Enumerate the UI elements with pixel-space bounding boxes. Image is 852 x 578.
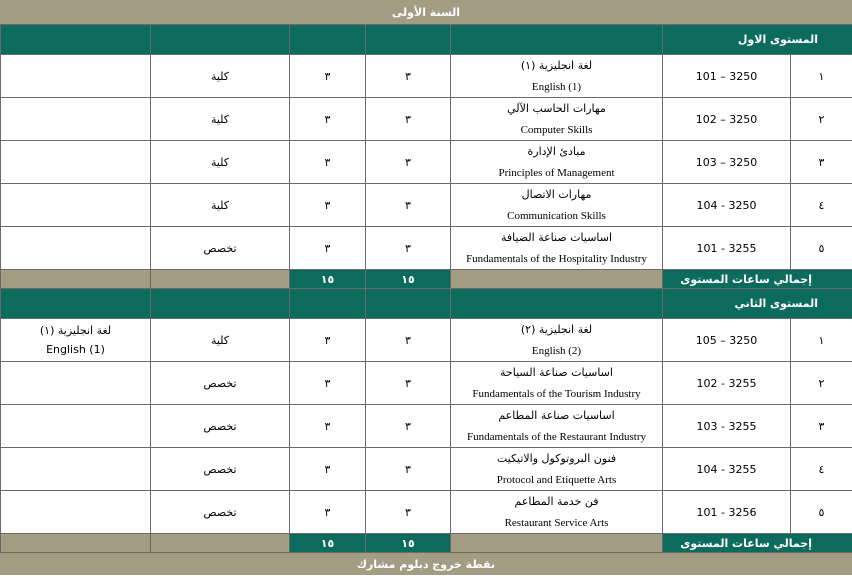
contact-hours: ٣ — [290, 319, 366, 362]
year-title: السنة الأولى — [391, 5, 461, 19]
course-row — [1, 491, 852, 534]
level-header-row — [1, 289, 852, 319]
course-name-en: Fundamentals of the Restaurant Industry — [466, 430, 647, 443]
course-type: كلية — [151, 319, 290, 362]
course-number: ٢ — [791, 98, 852, 141]
course-code: 3255 - 102 — [663, 362, 791, 405]
course-name-ar: فنون البروتوكول والاتيكيت — [496, 451, 617, 465]
header-empty-cell — [290, 25, 366, 55]
course-name-en: Computer Skills — [520, 123, 593, 136]
prerequisite-en: English (1) — [46, 342, 105, 356]
course-type: تخصص — [151, 227, 290, 270]
course-row — [1, 227, 852, 270]
credit-hours: ٣ — [366, 98, 451, 141]
contact-hours: ٣ — [290, 491, 366, 534]
course-code: 3250 – 103 — [663, 141, 791, 184]
course-name-en: Principles of Management — [498, 166, 615, 179]
prerequisite-cell — [1, 448, 151, 491]
course-name-en: Protocol and Etiquette Arts — [496, 473, 617, 486]
course-row — [1, 319, 852, 362]
contact-hours: ٣ — [290, 362, 366, 405]
credit-hours: ٣ — [366, 141, 451, 184]
course-code: 3250 – 102 — [663, 98, 791, 141]
course-name-en: Communication Skills — [507, 209, 606, 222]
credit-hours: ٣ — [366, 491, 451, 534]
exit-point-banner — [0, 553, 852, 575]
level-total-row — [1, 534, 852, 553]
total-empty-cell — [1, 270, 151, 289]
course-code: 3250 - 104 — [663, 184, 791, 227]
course-type: تخصص — [151, 405, 290, 448]
study-plan-table — [0, 24, 852, 553]
contact-hours: ٣ — [290, 227, 366, 270]
course-type: كلية — [151, 141, 290, 184]
course-type: كلية — [151, 98, 290, 141]
header-empty-cell — [290, 289, 366, 319]
course-row — [1, 98, 852, 141]
credit-hours: ٣ — [366, 227, 451, 270]
level-total-label: إجمالي ساعات المستوى — [680, 272, 812, 286]
course-name-en: English (2) — [531, 344, 582, 357]
course-row — [1, 55, 852, 98]
course-type: تخصص — [151, 491, 290, 534]
prerequisite-cell — [1, 319, 151, 362]
total-empty-cell — [151, 270, 290, 289]
course-name-en: English (1) — [531, 80, 582, 93]
course-name-cell — [451, 55, 663, 98]
contact-hours: ٣ — [290, 184, 366, 227]
credit-hours: ٣ — [366, 319, 451, 362]
course-name-cell — [451, 405, 663, 448]
course-name-ar: مهارات الاتصال — [521, 187, 592, 201]
course-name-ar: فن خدمة المطاعم — [514, 494, 599, 508]
course-name-ar: مهارات الحاسب الآلي — [507, 101, 606, 115]
prerequisite-cell — [1, 184, 151, 227]
header-empty-cell — [366, 289, 451, 319]
course-row — [1, 362, 852, 405]
contact-hours: ٣ — [290, 405, 366, 448]
total-contact-hours: ١٥ — [290, 270, 366, 289]
level-total-row — [1, 270, 852, 289]
header-empty-cell — [366, 25, 451, 55]
prerequisite-ar: لغة انجليزية (١) — [39, 323, 112, 337]
level-title-cell — [663, 289, 852, 319]
credit-hours: ٣ — [366, 362, 451, 405]
exit-point-label: نقطة خروج دبلوم مشارك — [356, 557, 496, 571]
course-row — [1, 184, 852, 227]
course-row — [1, 448, 852, 491]
course-name-ar: مبادئ الإدارة — [527, 144, 586, 158]
level-title: المستوى الثاني — [734, 297, 818, 310]
prerequisite-cell — [1, 55, 151, 98]
course-number: ٣ — [791, 141, 852, 184]
course-code: 3255 - 104 — [663, 448, 791, 491]
contact-hours: ٣ — [290, 448, 366, 491]
course-name-cell — [451, 184, 663, 227]
level-total-label-cell — [663, 534, 852, 553]
course-number: ٢ — [791, 362, 852, 405]
prerequisite-cell — [1, 227, 151, 270]
course-name-ar: اساسيات صناعة المطاعم — [498, 408, 615, 422]
credit-hours: ٣ — [366, 405, 451, 448]
prerequisite-cell — [1, 98, 151, 141]
course-name-ar: اساسيات صناعة السياحة — [500, 365, 613, 379]
course-number: ١ — [791, 319, 852, 362]
level-total-label-cell — [663, 270, 852, 289]
prerequisite-cell — [1, 405, 151, 448]
course-name-cell — [451, 227, 663, 270]
course-name-ar: اساسيات صناعة الضيافة — [500, 230, 613, 244]
course-number: ٤ — [791, 184, 852, 227]
prerequisite-cell — [1, 141, 151, 184]
credit-hours: ٣ — [366, 184, 451, 227]
contact-hours: ٣ — [290, 98, 366, 141]
header-empty-cell — [151, 25, 290, 55]
course-number: ٤ — [791, 448, 852, 491]
level-title-cell — [663, 25, 852, 55]
total-credit-hours: ١٥ — [366, 534, 451, 553]
course-name-en: Fundamentals of the Tourism Industry — [472, 387, 641, 400]
course-number: ٣ — [791, 405, 852, 448]
total-empty-cell — [1, 534, 151, 553]
course-row — [1, 405, 852, 448]
year-title-banner — [0, 0, 852, 24]
total-empty-cell — [451, 534, 663, 553]
course-number: ١ — [791, 55, 852, 98]
course-code: 3255 - 101 — [663, 227, 791, 270]
course-type: تخصص — [151, 362, 290, 405]
header-empty-cell — [451, 25, 663, 55]
course-name-en: Restaurant Service Arts — [504, 516, 609, 529]
total-empty-cell — [451, 270, 663, 289]
header-empty-cell — [451, 289, 663, 319]
total-contact-hours: ١٥ — [290, 534, 366, 553]
credit-hours: ٣ — [366, 448, 451, 491]
header-empty-cell — [1, 25, 151, 55]
course-type: كلية — [151, 184, 290, 227]
level-total-label: إجمالي ساعات المستوى — [680, 536, 812, 550]
course-code: 3255 - 103 — [663, 405, 791, 448]
contact-hours: ٣ — [290, 141, 366, 184]
prerequisite-cell — [1, 362, 151, 405]
credit-hours: ٣ — [366, 55, 451, 98]
course-name-ar: لغة انجليزية (٢) — [520, 322, 593, 336]
course-type: تخصص — [151, 448, 290, 491]
course-row — [1, 141, 852, 184]
course-name-ar: لغة انجليزية (١) — [520, 58, 593, 72]
course-name-cell — [451, 319, 663, 362]
total-credit-hours: ١٥ — [366, 270, 451, 289]
course-name-en: Fundamentals of the Hospitality Industry — [466, 252, 647, 265]
course-code: 3256 - 101 — [663, 491, 791, 534]
total-empty-cell — [151, 534, 290, 553]
level-title: المستوى الاول — [737, 33, 818, 46]
course-type: كلية — [151, 55, 290, 98]
header-empty-cell — [151, 289, 290, 319]
course-number: ٥ — [791, 491, 852, 534]
course-name-cell — [451, 448, 663, 491]
course-code: 3250 – 105 — [663, 319, 791, 362]
level-header-row — [1, 25, 852, 55]
contact-hours: ٣ — [290, 55, 366, 98]
header-empty-cell — [1, 289, 151, 319]
course-name-cell — [451, 491, 663, 534]
course-code: 3250 – 101 — [663, 55, 791, 98]
prerequisite-cell — [1, 491, 151, 534]
course-name-cell — [451, 362, 663, 405]
course-name-cell — [451, 141, 663, 184]
course-name-cell — [451, 98, 663, 141]
course-number: ٥ — [791, 227, 852, 270]
